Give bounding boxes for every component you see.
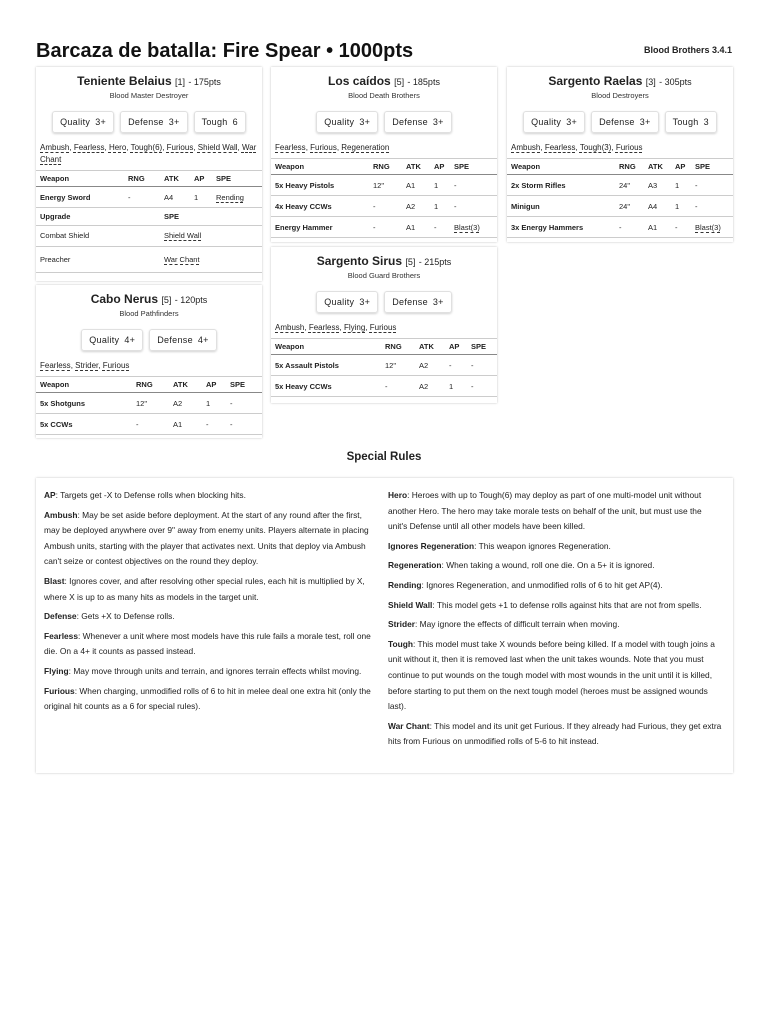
upgrade-name: Combat Shield	[36, 225, 160, 246]
unit-type: Blood Pathfinders	[119, 309, 179, 318]
weapon-row	[36, 187, 262, 208]
rule-furious[interactable]: Furious	[369, 323, 397, 332]
defense-stat: Defense 3+	[384, 291, 452, 313]
weapon-atk: A1	[402, 217, 430, 238]
rule-fearless[interactable]: Fearless	[73, 143, 105, 152]
unit-card-nerus	[36, 285, 262, 438]
game-version: Blood Brothers 3.4.1	[643, 45, 732, 55]
col-upgrade: Upgrade	[36, 208, 160, 225]
rule-fearless[interactable]: Fearless	[275, 143, 306, 152]
col-atk: ATK	[415, 339, 445, 355]
weapon-spe: -	[691, 175, 733, 196]
weapon-ap: -	[430, 217, 450, 238]
col-upgrade-spe: SPE	[160, 208, 262, 225]
rule-war-chant[interactable]: War Chant	[40, 143, 257, 164]
unit-name: Sargento Sirus [5] - 215pts	[316, 254, 452, 268]
col-rng: RNG	[615, 159, 644, 175]
col-ap: AP	[190, 171, 212, 187]
unit-card-belaius	[36, 67, 262, 281]
unit-name: Cabo Nerus [5] - 120pts	[90, 292, 208, 306]
weapon-ap: 1	[445, 376, 467, 397]
weapon-rng: -	[369, 217, 402, 238]
rule-entry: Fearless: Whenever a unit where most models have this rule fails a morale test, roll one die. On a 4+ it counts as passed instead.	[44, 630, 371, 657]
col-atk: ATK	[169, 377, 202, 393]
rule-fearless[interactable]: Fearless	[544, 143, 576, 152]
weapon-table-header	[36, 377, 262, 393]
special-rules-title: Special Rules	[346, 451, 422, 463]
rule-ambush[interactable]: Ambush	[40, 143, 70, 152]
page-title: Barcaza de batalla: Fire Spear • 1000pts	[36, 40, 414, 62]
rule-shield-wall[interactable]: Shield Wall	[197, 143, 238, 152]
weapon-rng: 12"	[369, 175, 402, 196]
quality-stat: Quality 4+	[81, 329, 143, 351]
rule-furious[interactable]: Furious	[166, 143, 194, 152]
unit-rules: Ambush, Fearless, Flying, Furious	[275, 323, 397, 332]
weapon-row	[271, 355, 497, 376]
rule-entry: Ambush: May be set aside before deployment. At the start of any round after the first, may be deployed anywhere over 9" away from enemy units. Players alternate in placing Ambush units, starting with the player that activates next. Units that deploy via Ambush can't seize or contest objectives on the round they deploy.	[44, 509, 369, 567]
upgrade-spe-shield-wall[interactable]: Shield Wall	[160, 225, 262, 246]
rule-strider[interactable]: Strider	[75, 361, 99, 370]
col-spe: SPE	[691, 159, 733, 175]
col-ap: AP	[430, 159, 450, 175]
weapon-atk: A2	[415, 355, 445, 376]
unit-type: Blood Destroyers	[591, 91, 649, 100]
rule-tough[interactable]: Tough(6)	[130, 143, 163, 152]
weapon-rng: -	[615, 217, 644, 238]
rule-tough[interactable]: Tough(3)	[579, 143, 612, 152]
weapon-rng: 24"	[615, 175, 644, 196]
quality-stat: Quality 3+	[523, 111, 585, 133]
weapon-atk: A1	[644, 217, 671, 238]
unit-name: Sargento Raelas [3] - 305pts	[548, 74, 692, 88]
weapon-table-header	[507, 159, 733, 175]
weapon-row	[507, 196, 733, 217]
defense-stat: Defense 3+	[384, 111, 452, 133]
rule-entry: Furious: When charging, unmodified rolls of 6 to hit in melee deal one extra hit (only the original hit counts as a 6 for special rules).	[44, 685, 371, 712]
unit-name: Los caídos [5] - 185pts	[328, 74, 440, 88]
weapon-row	[271, 376, 497, 397]
weapon-spe-rending[interactable]: Rending	[212, 187, 262, 208]
weapon-row	[271, 196, 497, 217]
defense-stat: Defense 3+	[591, 111, 659, 133]
rule-furious[interactable]: Furious	[615, 143, 643, 152]
rule-entry: Ignores Regeneration: This weapon ignores Regeneration.	[388, 540, 611, 551]
unit-card-caidos	[271, 67, 497, 242]
col-ap: AP	[202, 377, 226, 393]
weapon-name: 2x Storm Rifles	[507, 175, 615, 196]
tough-stat: Tough 6	[194, 111, 246, 133]
quality-stat: Quality 3+	[316, 291, 378, 313]
weapon-row	[507, 217, 733, 238]
unit-card-raelas	[507, 67, 733, 242]
rule-entry: Defense: Gets +X to Defense rolls.	[44, 611, 175, 622]
rule-regeneration[interactable]: Regeneration	[341, 143, 390, 152]
weapon-atk: A4	[160, 187, 190, 208]
weapon-row	[36, 393, 262, 414]
weapon-atk: A2	[402, 196, 430, 217]
weapon-name: 5x Heavy CCWs	[271, 376, 381, 397]
weapon-name: 5x Heavy Pistols	[271, 175, 369, 196]
rule-hero[interactable]: Hero	[108, 143, 127, 152]
weapon-rng: 12"	[132, 393, 169, 414]
weapon-spe: -	[450, 175, 497, 196]
weapon-table	[36, 170, 262, 208]
weapon-rng: 24"	[615, 196, 644, 217]
rule-flying[interactable]: Flying	[343, 323, 366, 332]
weapon-table	[507, 158, 733, 238]
weapon-spe: -	[226, 393, 262, 414]
weapon-atk: A1	[402, 175, 430, 196]
weapon-spe: -	[226, 414, 262, 435]
weapon-table-header	[271, 339, 497, 355]
weapon-ap: 1	[671, 196, 691, 217]
upgrade-name: Preacher	[36, 246, 160, 272]
col-spe: SPE	[450, 159, 497, 175]
rule-ambush[interactable]: Ambush	[511, 143, 541, 152]
unit-rules: Ambush, Fearless, Hero, Tough(6), Furious, Shield Wall, War Chant	[40, 143, 257, 164]
unit-type: Blood Guard Brothers	[347, 271, 421, 280]
rule-furious[interactable]: Furious	[310, 143, 337, 152]
weapon-table-header	[36, 171, 262, 187]
upgrade-row	[36, 225, 262, 246]
rule-entry: Tough: This model must take X wounds before being killed. If a model with tough joins a unit without it, then it is removed last when the unit takes wounds. Note that you must continue to put wounds on the tough model with most wounds in the unit until it is killed, before starting to put them on the next tough model (heroes must be assigned wounds last).	[388, 638, 715, 712]
col-weapon: Weapon	[271, 159, 369, 175]
rule-entry: AP: Targets get -X to Defense rolls when blocking hits.	[44, 490, 246, 500]
weapon-table	[36, 376, 262, 435]
weapon-spe-blast[interactable]: Blast(3)	[691, 217, 733, 238]
col-atk: ATK	[160, 171, 190, 187]
rule-entry: Flying: May move through units and terrain, and ignores terrain effects whilst moving.	[44, 665, 362, 676]
upgrade-table-header	[36, 208, 262, 225]
defense-stat: Defense 4+	[149, 329, 217, 351]
col-spe: SPE	[212, 171, 262, 187]
unit-type: Blood Master Destroyer	[109, 91, 189, 100]
weapon-spe-blast[interactable]: Blast(3)	[450, 217, 497, 238]
rule-entry: Blast: Ignores cover, and after resolving other special rules, each hit is multiplied by X, where X is up to as many hits as models in the target unit.	[44, 575, 365, 602]
special-rules-panel	[36, 478, 733, 773]
col-weapon: Weapon	[507, 159, 615, 175]
weapon-rng: -	[381, 376, 415, 397]
weapon-row	[36, 414, 262, 435]
weapon-ap: -	[445, 355, 467, 376]
rule-fearless[interactable]: Fearless	[40, 361, 71, 370]
weapon-rng: -	[132, 414, 169, 435]
weapon-ap: 1	[202, 393, 226, 414]
weapon-spe: -	[691, 196, 733, 217]
weapon-name: 5x Shotguns	[36, 393, 132, 414]
rule-furious[interactable]: Furious	[102, 361, 130, 370]
unit-rules: Ambush, Fearless, Tough(3), Furious	[511, 143, 643, 152]
weapon-table	[271, 338, 497, 397]
weapon-atk: A4	[644, 196, 671, 217]
rule-entry: Regeneration: When taking a wound, roll one die. On a 5+ it is ignored.	[388, 560, 655, 571]
col-atk: ATK	[644, 159, 671, 175]
weapon-rng: 12"	[381, 355, 415, 376]
tough-stat: Tough 3	[665, 111, 717, 133]
weapon-ap: -	[671, 217, 691, 238]
special-rules-left-column	[44, 488, 379, 719]
upgrade-row	[36, 246, 262, 272]
unit-rules: Fearless, Strider, Furious	[40, 361, 130, 370]
weapon-atk: A1	[169, 414, 202, 435]
rule-fearless[interactable]: Fearless	[308, 323, 340, 332]
col-rng: RNG	[381, 339, 415, 355]
weapon-name: 4x Heavy CCWs	[271, 196, 369, 217]
weapon-rng: -	[369, 196, 402, 217]
rule-entry: War Chant: This model and its unit get Furious. If they already had Furious, they get extra hits from Furious on unmodified rolls of 5-6 to hit instead.	[388, 720, 722, 747]
weapon-spe: -	[450, 196, 497, 217]
weapon-atk: A3	[644, 175, 671, 196]
upgrade-table	[36, 208, 262, 273]
col-spe: SPE	[467, 339, 497, 355]
unit-name: Teniente Belaius [1] - 175pts	[77, 74, 221, 88]
unit-rules: Fearless, Furious, Regeneration	[275, 143, 390, 152]
unit-card-sirus	[271, 247, 497, 403]
rule-ambush[interactable]: Ambush	[275, 323, 305, 332]
weapon-name: 5x Assault Pistols	[271, 355, 381, 376]
rule-entry: Rending: Ignores Regeneration, and unmodified rolls of 6 to hit get AP(4).	[388, 579, 663, 590]
col-ap: AP	[671, 159, 691, 175]
weapon-atk: A2	[169, 393, 202, 414]
special-rules-right-column	[388, 488, 723, 754]
weapon-row	[271, 175, 497, 196]
weapon-atk: A2	[415, 376, 445, 397]
quality-stat: Quality 3+	[316, 111, 378, 133]
weapon-ap: 1	[190, 187, 212, 208]
col-atk: ATK	[402, 159, 430, 175]
rule-entry: Hero: Heroes with up to Tough(6) may deploy as part of one multi-model unit without another Hero. The hero may take morale tests on behalf of the unit, but must use the unit's Defense until all other models have been killed.	[388, 490, 702, 532]
weapon-name: Energy Hammer	[271, 217, 369, 238]
rule-entry: Shield Wall: This model gets +1 to defense rolls against hits that are not from spells.	[388, 599, 702, 610]
col-weapon: Weapon	[36, 377, 132, 393]
weapon-row	[507, 175, 733, 196]
col-rng: RNG	[124, 171, 160, 187]
defense-stat: Defense 3+	[120, 111, 188, 133]
weapon-ap: 1	[430, 196, 450, 217]
weapon-row	[271, 217, 497, 238]
quality-stat: Quality 3+	[52, 111, 114, 133]
col-rng: RNG	[132, 377, 169, 393]
weapon-name: Energy Sword	[36, 187, 124, 208]
weapon-rng: -	[124, 187, 160, 208]
upgrade-spe-war-chant[interactable]: War Chant	[160, 246, 262, 272]
weapon-name: 3x Energy Hammers	[507, 217, 615, 238]
weapon-name: 5x CCWs	[36, 414, 132, 435]
weapon-ap: -	[202, 414, 226, 435]
col-ap: AP	[445, 339, 467, 355]
col-rng: RNG	[369, 159, 402, 175]
col-weapon: Weapon	[271, 339, 381, 355]
col-weapon: Weapon	[36, 171, 124, 187]
weapon-ap: 1	[430, 175, 450, 196]
unit-type: Blood Death Brothers	[348, 91, 420, 100]
weapon-spe: -	[467, 355, 497, 376]
weapon-table	[271, 158, 497, 238]
rule-entry: Strider: May ignore the effects of difficult terrain when moving.	[388, 619, 620, 630]
weapon-spe: -	[467, 376, 497, 397]
weapon-ap: 1	[671, 175, 691, 196]
weapon-table-header	[271, 159, 497, 175]
col-spe: SPE	[226, 377, 262, 393]
weapon-name: Minigun	[507, 196, 615, 217]
